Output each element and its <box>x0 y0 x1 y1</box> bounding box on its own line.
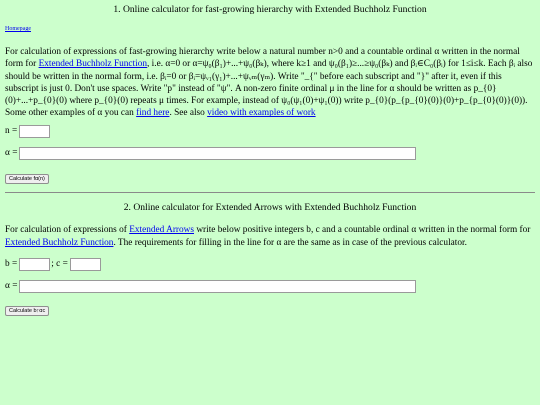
s2-text-2: write below positive integers b, c and a countable ordinal α written in the normal form for <box>194 225 531 236</box>
section2-title: 2. Online calculator for Extended Arrows with Extended Buchholz Function <box>123 202 417 214</box>
section1-description <box>5 46 535 120</box>
alpha1-label: α = <box>5 148 18 159</box>
homepage-link[interactable]: Homepage <box>5 26 31 32</box>
find-here-link[interactable]: find here <box>136 108 170 119</box>
b-input[interactable] <box>19 258 50 271</box>
section2-description <box>5 224 535 249</box>
calc1-wrap <box>5 172 535 185</box>
extended-buchholz-link-2[interactable]: Extended Buchholz Function <box>5 237 114 248</box>
video-examples-link[interactable]: video with examples of work <box>207 108 316 119</box>
s2-text-1: For calculation of expressions of <box>5 225 130 236</box>
alpha2-label: α = <box>5 281 18 292</box>
calculate-arrows-button[interactable]: Calculate b↑αc <box>5 306 49 316</box>
calculate-fgh-button[interactable]: Calculate fα(n) <box>5 174 49 184</box>
bc-row <box>5 258 535 271</box>
extended-buchholz-link[interactable]: Extended Buchholz Function <box>38 59 148 70</box>
section1-title: 1. Online calculator for fast-growing hierarchy with Extended Buchholz Function <box>113 4 427 15</box>
c-input[interactable] <box>70 258 101 271</box>
n-label: n = <box>5 126 18 137</box>
s1-text-2: , i.e. α=0 or α=ψ₀(β₁)+...+ψ₀(βₖ), where k≥1 and ψ₀(β₁)≥...≥ψ₀(βₖ) and βᵢ∈C₀(βᵢ) for 1≤i≤k. Each βᵢ also should be written in the normal form, i.e. βᵢ=0 or βᵢ=ψᵥ₁(γ₁)+...+ψᵥₘ(γₘ). Write "_{" before each subscript and "}" after it, even if this subscript is just 0. Don't use spaces. Write "p" instead of "ψ". A non-zero finite ordinal μ in the line for α should be written as p_{0}(0)+...+p_{0}(0) where p_{0}(0) repeats μ times. For example, instead of ψ₀(ψ₁(0)+ψ₁(0)) write p_{0}(p_{p_{0}(0)}(0)+p_{p_{0}(0)}(0)). Some other examples of α you can <box>5 59 533 119</box>
n-row <box>5 125 535 138</box>
alpha1-input[interactable] <box>19 147 416 160</box>
alpha2-row <box>5 280 535 293</box>
alpha2-input[interactable] <box>19 280 416 293</box>
calc2-wrap <box>5 304 535 317</box>
alpha1-row <box>5 147 535 160</box>
n-input[interactable] <box>19 125 50 138</box>
extended-arrows-link[interactable]: Extended Arrows <box>129 225 194 236</box>
s1-text-1: For calculation of expressions of fast-growing hierarchy write below a natural number n>0 and a countable ordinal α written in the normal form for <box>5 47 520 70</box>
b-label: b = <box>5 259 18 270</box>
s2-text-3: . The requirements for filling in the line for α are the same as in case of the previous calculator. <box>113 237 467 248</box>
s1-text-3: . See also <box>169 108 208 119</box>
c-label: ; c = <box>51 259 68 270</box>
